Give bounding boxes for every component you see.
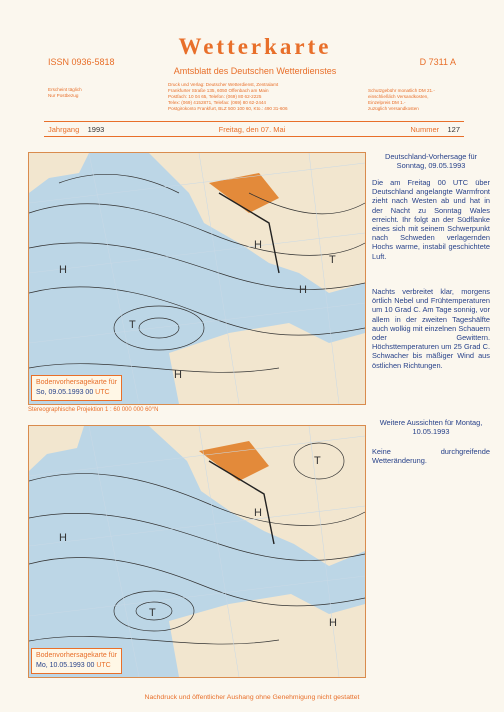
address-line: Postgirokonto Frankfurt, BLZ 500 100 60, Kto.: 490 31-606 xyxy=(168,106,288,112)
divider xyxy=(44,121,464,122)
map-caption xyxy=(31,648,122,674)
address-line: Druck und Verlag: Deutscher Wetterdienst, Zentralamt xyxy=(168,82,279,87)
svg-text:T: T xyxy=(129,319,136,331)
svg-text:H: H xyxy=(254,507,262,519)
forecast-paragraph: Nachts verbreitet klar, morgens örtlich Nebel und Frühtemperaturen um 10 Grad C. Am Tage sonnig, vor allem in der zweiten Tageshälfte auch wolkig mit einzelnen Schauern oder Gewittern. Höchsttemperaturen um 25 Grad C. Schwacher bis mäßiger Wind aus östlichen Richtungen. xyxy=(372,287,490,370)
svg-text:T: T xyxy=(149,607,156,619)
caption-date: So, 09.05.1993 00 UTC xyxy=(36,389,110,396)
address-line: Telex: (069) 4152871, Telefax: (069) 80 62-2444 xyxy=(168,100,266,106)
document-id: D 7311 A xyxy=(419,57,456,67)
svg-text:H: H xyxy=(174,369,182,381)
masthead-title: Wetterkarte xyxy=(178,34,332,59)
address-line: Frankfurter Straße 135, 6050 Offenbach am Main xyxy=(168,88,269,94)
projection-note: Stereographische Projektion 1 : 60 000 000 60°N xyxy=(28,407,159,413)
masthead-subtitle: Amtsblatt des Deutschen Wetterdienstes xyxy=(173,66,337,76)
weather-map-graphic xyxy=(29,426,365,677)
svg-text:H: H xyxy=(329,617,337,629)
footer-note: Nachdruck und öffentlicher Aushang ohne Genehmigung nicht gestattet xyxy=(144,694,360,701)
svg-text:H: H xyxy=(59,264,67,276)
svg-text:T: T xyxy=(314,455,321,467)
publication-info xyxy=(48,87,82,99)
volume: Jahrgang 1993 xyxy=(48,125,105,134)
price-line: Schutzgebühr monatlich DM 21.- xyxy=(368,88,435,93)
info-line: Erscheint täglich xyxy=(48,87,82,92)
publisher-address xyxy=(168,82,288,112)
forecast-map-monday xyxy=(28,425,366,678)
issue-date: Freitag, den 07. Mai xyxy=(218,125,286,134)
info-line: Nur Postbezug xyxy=(48,93,79,99)
forecast-heading: Deutschland-Vorhersage für Sonntag, 09.05.1993 xyxy=(384,152,478,171)
forecast-map-sunday xyxy=(28,152,366,405)
caption-date: Mo, 10.05.1993 00 UTC xyxy=(36,662,111,669)
caption-title: Bodenvorhersagekarte für xyxy=(36,379,117,386)
svg-text:H: H xyxy=(254,239,262,251)
svg-text:H: H xyxy=(59,532,67,544)
caption-title: Bodenvorhersagekarte für xyxy=(36,652,117,659)
price-line: zuzüglich Versandkosten xyxy=(368,106,419,112)
map-caption xyxy=(31,375,122,401)
address-line: Postfach: 10 04 65, Telefon: (069) 80 62-2225 xyxy=(168,94,262,100)
price-line: Einzelpreis DM 1.- xyxy=(368,100,406,106)
svg-text:H: H xyxy=(299,284,307,296)
outlook-heading: Weitere Aussichten für Montag, 10.05.1993 xyxy=(379,418,483,437)
price-line: einschließlich Versandkosten, xyxy=(368,94,429,100)
price-info xyxy=(368,88,435,112)
weather-map-graphic xyxy=(29,153,365,404)
forecast-paragraph: Die am Freitag 00 UTC über Deutschland angelangte Warmfront zieht nach Westen ab und hat in der Nacht zu Sonntag Wales erreicht. Ihr folgt an der Südflanke eines sich mit seinem Schwerpunkt nach Schweden verlagernden Hochs warme, instabil geschichtete Luft. xyxy=(372,178,490,261)
issn: ISSN 0936-5818 xyxy=(48,57,115,67)
issue-number: Nummer 127 xyxy=(410,125,460,134)
outlook-text: Keine durchgreifende Wetteränderung. xyxy=(372,447,490,466)
divider xyxy=(44,136,464,137)
svg-text:T: T xyxy=(329,254,336,266)
